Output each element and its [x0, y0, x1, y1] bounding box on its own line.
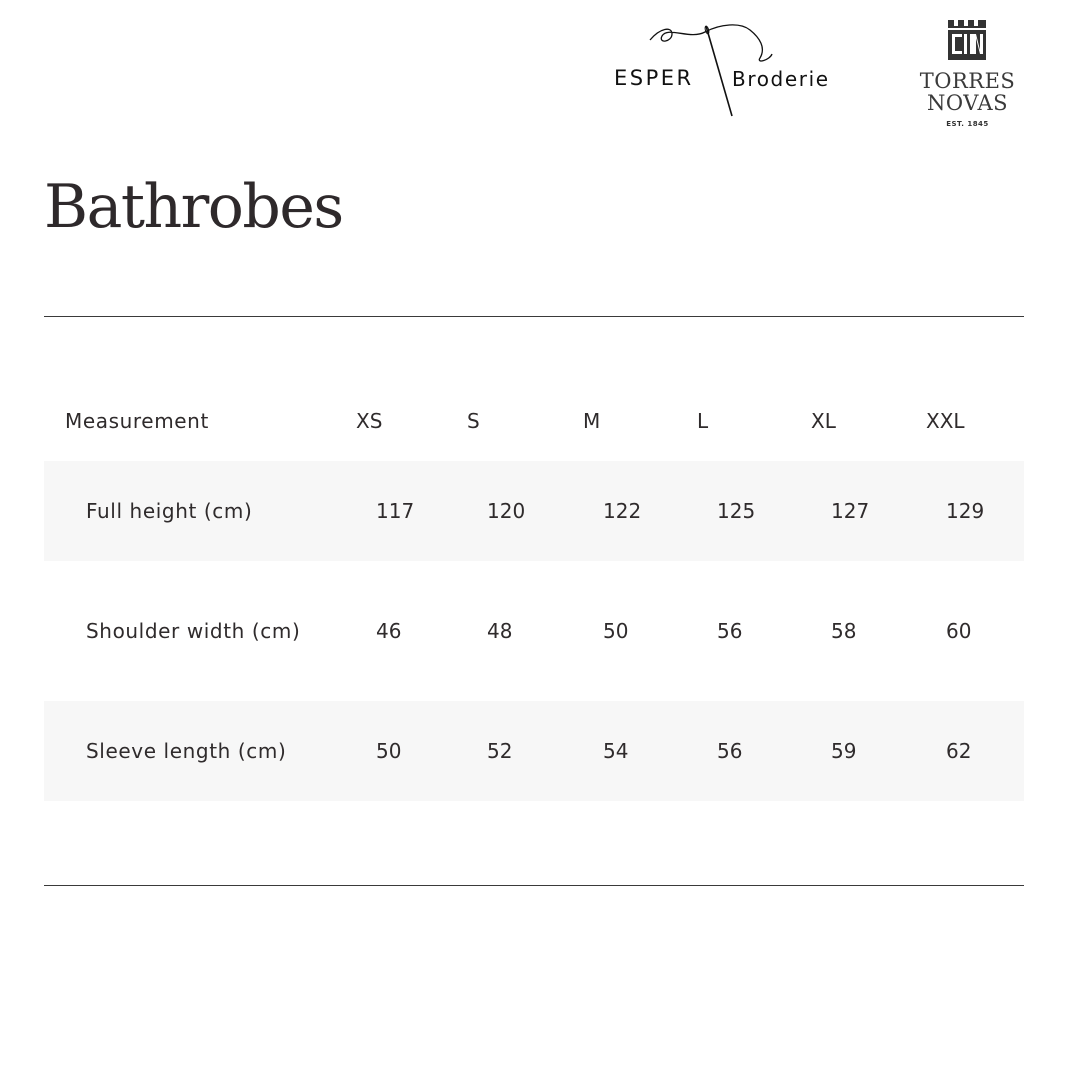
- table-cell: 48: [487, 619, 513, 643]
- header-size-xl: XL: [811, 408, 836, 433]
- table-cell: 127: [831, 499, 870, 523]
- table-row-shoulder-width: [44, 561, 1024, 701]
- header-measurement: Measurement: [65, 408, 209, 433]
- torres-logo-line2: NOVAS: [926, 91, 1008, 115]
- castle-icon: [946, 20, 990, 60]
- torres-logo-est: EST. 1845: [946, 120, 989, 128]
- esper-broderie-logo: [610, 18, 865, 128]
- header-size-s: S: [467, 408, 480, 433]
- table-cell: 62: [946, 739, 972, 763]
- table-cell: 46: [376, 619, 402, 643]
- table-row-sleeve-length: [44, 701, 1024, 801]
- header-size-l: L: [697, 408, 709, 433]
- table-cell: 54: [603, 739, 629, 763]
- row-label: Shoulder width (cm): [86, 618, 301, 643]
- table-cell: 60: [946, 619, 972, 643]
- table-cell: 52: [487, 739, 513, 763]
- table-cell: 56: [717, 619, 743, 643]
- bottom-divider: [44, 885, 1024, 886]
- table-cell: 129: [946, 499, 985, 523]
- size-chart-table: [44, 380, 1024, 801]
- table-cell: 50: [376, 739, 402, 763]
- esper-logo-text: ESPER: [614, 66, 694, 90]
- table-cell: 58: [831, 619, 857, 643]
- row-label: Sleeve length (cm): [86, 738, 287, 763]
- table-cell: 117: [376, 499, 415, 523]
- table-header-row: [44, 380, 1024, 461]
- table-cell: 122: [603, 499, 642, 523]
- table-cell: 120: [487, 499, 526, 523]
- table-row-full-height: [44, 461, 1024, 561]
- broderie-logo-text: Broderie: [732, 67, 830, 91]
- row-label: Full height (cm): [86, 498, 253, 523]
- torres-novas-logo: [900, 20, 1035, 140]
- torres-logo-line1: TORRES: [919, 69, 1016, 93]
- table-cell: 56: [717, 739, 743, 763]
- header-size-xs: XS: [356, 408, 383, 433]
- header-size-xxl: XXL: [926, 408, 965, 433]
- header-size-m: M: [583, 408, 601, 433]
- table-cell: 59: [831, 739, 857, 763]
- table-cell: 125: [717, 499, 756, 523]
- page-title: Bathrobes: [44, 172, 343, 242]
- table-cell: 50: [603, 619, 629, 643]
- top-divider: [44, 316, 1024, 317]
